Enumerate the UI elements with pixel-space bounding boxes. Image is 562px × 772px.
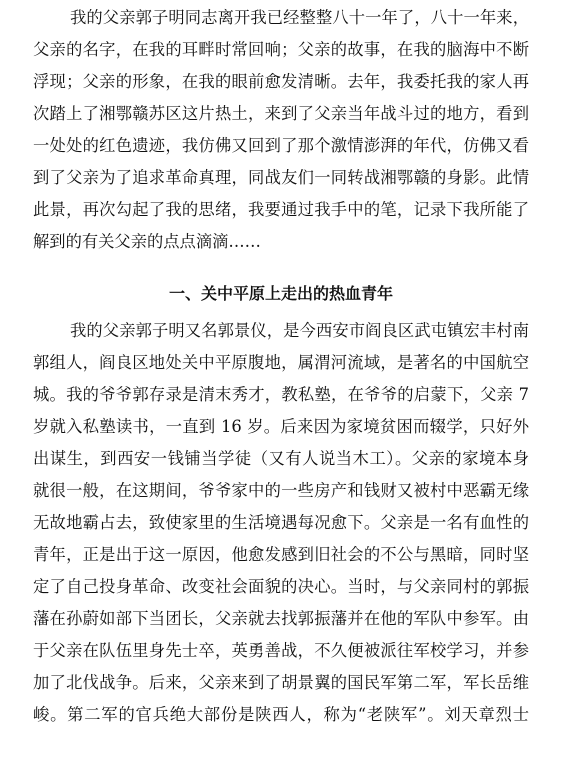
paragraph2-line: 峻。第二军的官兵绝大部份是陕西人，称为“老陕军”。刘天章烈士 bbox=[33, 705, 529, 724]
section-heading: 一、关中平原上走出的热血青年 bbox=[168, 284, 393, 303]
paragraph2-line: 青年，正是出于这一原因，他愈发感到旧社会的不公与黑暗，同时坚 bbox=[33, 545, 529, 564]
paragraph1-line: 父亲的名字，在我的耳畔时常回响；父亲的故事，在我的脑海中不断 bbox=[33, 40, 529, 59]
paragraph1-line: 一处处的红色遗迹，我仿佛又回到了那个激情澎湃的年代，仿佛又看 bbox=[33, 136, 529, 155]
paragraph2-line: 岁就入私塾读书，一直到 16 岁。后来因为家境贫困而辍学，只好外 bbox=[33, 417, 529, 436]
paragraph1-line: 到了父亲为了追求革命真理，同战友们一同转战湘鄂赣的身影。此情 bbox=[33, 168, 529, 187]
paragraph1-line: 浮现；父亲的形象，在我的眼前愈发清晰。去年，我委托我的家人再 bbox=[33, 72, 529, 91]
paragraph2-line: 我的父亲郭子明又名郭景仪，是今西安市阎良区武屯镇宏丰村南 bbox=[70, 321, 529, 340]
paragraph1-line: 我的父亲郭子明同志离开我已经整整八十一年了，八十一年来， bbox=[70, 8, 529, 27]
paragraph1-line: 解到的有关父亲的点点滴滴…… bbox=[33, 232, 261, 251]
paragraph2-line: 出谋生，到西安一钱铺当学徒（又有人说当木工）。父亲的家境本身 bbox=[33, 449, 529, 468]
paragraph1-line: 次踏上了湘鄂赣苏区这片热土，来到了父亲当年战斗过的地方，看到 bbox=[33, 104, 529, 123]
paragraph2-line: 城。我的爷爷郭存录是清末秀才，教私塾，在爷爷的启蒙下，父亲 7 bbox=[33, 385, 529, 404]
paragraph1-line: 此景，再次勾起了我的思绪，我要通过我手中的笔，记录下我所能了 bbox=[33, 200, 529, 219]
paragraph2-line: 无故地霸占去，致使家里的生活境遇每况愈下。父亲是一名有血性的 bbox=[33, 513, 529, 532]
paragraph2-line: 就很一般，在这期间，爷爷家中的一些房产和钱财又被村中恶霸无缘 bbox=[33, 481, 529, 500]
paragraph2-line: 定了自己投身革命、改变社会面貌的决心。当时，与父亲同村的郭振 bbox=[33, 577, 529, 596]
paragraph2-line: 于父亲在队伍里身先士卒，英勇善战，不久便被派往军校学习，并参 bbox=[33, 641, 529, 660]
paragraph2-line: 郭组人，阎良区地处关中平原腹地，属渭河流域，是著名的中国航空 bbox=[33, 353, 529, 372]
paragraph2-line: 藩在孙蔚如部下当团长，父亲就去找郭振藩并在他的军队中参军。由 bbox=[33, 609, 529, 628]
paragraph2-line: 加了北伐战争。后来，父亲来到了胡景翼的国民军第二军，军长岳维 bbox=[33, 673, 529, 692]
